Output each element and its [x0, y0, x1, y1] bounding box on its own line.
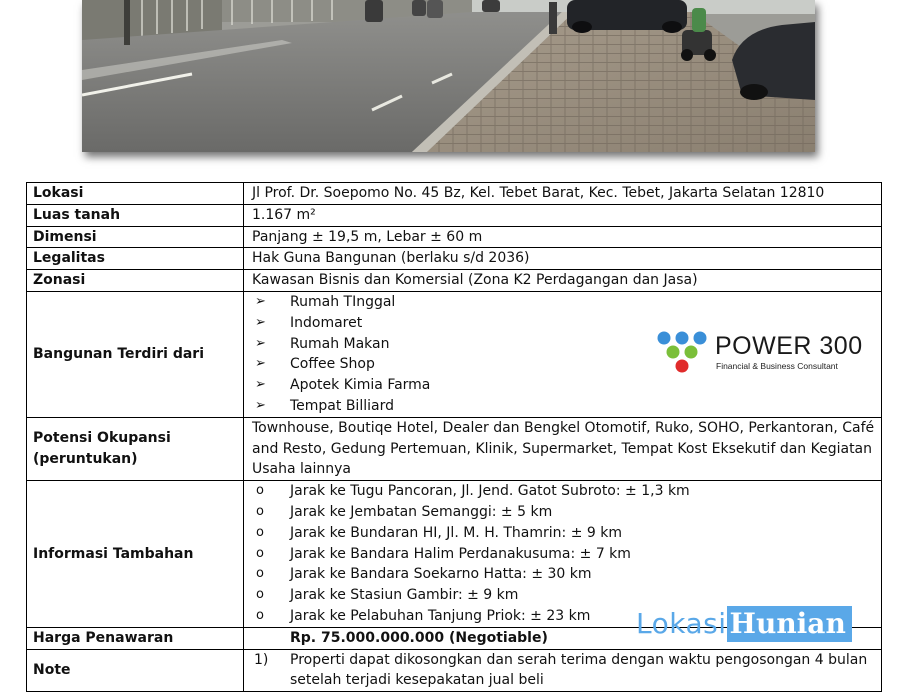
- value-note: [244, 649, 882, 692]
- label-note: Note: [27, 649, 244, 692]
- value-dimensi: Panjang ± 19,5 m, Lebar ± 60 m: [244, 226, 882, 248]
- list-item: o Jarak ke Bandara Soekarno Hatta: ± 30 km: [252, 564, 881, 585]
- label-bangunan: Bangunan Terdiri dari: [27, 291, 244, 417]
- value-zonasi: Kawasan Bisnis dan Komersial (Zona K2 Perdagangan dan Jasa): [244, 270, 882, 292]
- power300-logo: [655, 330, 865, 376]
- distance-list: [252, 481, 881, 627]
- row-lokasi: [27, 183, 882, 205]
- circle-bullet-icon: o: [256, 587, 264, 603]
- note-number: 1): [254, 651, 269, 668]
- value-legalitas: Hak Guna Bangunan (berlaku s/d 2036): [244, 248, 882, 270]
- label-legalitas: Legalitas: [27, 248, 244, 270]
- label-lokasi: Lokasi: [27, 183, 244, 205]
- circle-bullet-icon: o: [256, 607, 264, 623]
- list-item: ➢ Rumah Makan: [252, 334, 881, 355]
- circle-bullet-icon: o: [256, 483, 264, 499]
- list-item: ➢ Rumah TInggal: [252, 292, 881, 313]
- value-luas-tanah: 1.167 m²: [244, 204, 882, 226]
- label-luas-tanah: Luas tanah: [27, 204, 244, 226]
- note-list: [252, 650, 881, 692]
- row-note: [27, 649, 882, 692]
- arrow-bullet-icon: ➢: [255, 314, 266, 330]
- list-item: o Jarak ke Bundaran HI, Jl. M. H. Thamrin: ± 9 km: [252, 523, 881, 544]
- logo-wordmark: POWER 300: [715, 332, 863, 360]
- list-item: 1) Properti dapat dikosongkan dan serah terima dengan waktu pengosongan 4 bulan setelah terjadi kesepakatan jual beli: [254, 651, 868, 689]
- list-item: o Jarak ke Jembatan Semanggi: ± 5 km: [252, 502, 881, 523]
- circle-bullet-icon: o: [256, 503, 264, 519]
- arrow-bullet-icon: ➢: [255, 397, 266, 413]
- logo-dots-icon: [655, 330, 711, 376]
- price-value: Rp. 75.000.000.000 (Negotiable): [290, 629, 548, 646]
- arrow-bullet-icon: ➢: [255, 377, 266, 393]
- list-item: o Jarak ke Pelabuhan Tanjung Priok: ± 23 km: [252, 606, 881, 627]
- label-potensi-okupansi: Potensi Okupansi (peruntukan): [27, 417, 244, 480]
- arrow-bullet-icon: ➢: [255, 293, 266, 309]
- circle-bullet-icon: o: [256, 524, 264, 540]
- label-zonasi: Zonasi: [27, 270, 244, 292]
- circle-bullet-icon: o: [256, 545, 264, 561]
- list-item: ➢ Tempat Billiard: [252, 396, 881, 417]
- label-harga-penawaran: Harga Penawaran: [27, 627, 244, 649]
- list-item: ➢ Coffee Shop: [252, 354, 881, 375]
- list-item: ➢ Indomaret: [252, 313, 881, 334]
- list-item: o Jarak ke Bandara Halim Perdanakusuma: ± 7 km: [252, 544, 881, 565]
- watermark-part2: Hunian: [727, 606, 852, 642]
- value-lokasi: Jl Prof. Dr. Soepomo No. 45 Bz, Kel. Tebet Barat, Kec. Tebet, Jakarta Selatan 12810: [244, 183, 882, 205]
- row-zonasi: [27, 270, 882, 292]
- watermark-part1: Lokasi: [636, 607, 727, 640]
- street-photo: [82, 0, 815, 152]
- row-potensi-okupansi: [27, 417, 882, 480]
- row-legalitas: [27, 248, 882, 270]
- arrow-bullet-icon: ➢: [255, 335, 266, 351]
- list-item: ➢ Apotek Kimia Farma: [252, 375, 881, 396]
- lokasihunian-watermark: [636, 606, 852, 642]
- list-item: o Jarak ke Tugu Pancoran, Jl. Jend. Gatot Subroto: ± 1,3 km: [252, 481, 881, 502]
- circle-bullet-icon: o: [256, 566, 264, 582]
- label-dimensi: Dimensi: [27, 226, 244, 248]
- row-luas-tanah: [27, 204, 882, 226]
- logo-tagline: Financial & Business Consultant: [716, 361, 838, 371]
- list-item: o Jarak ke Stasiun Gambir: ± 9 km: [252, 585, 881, 606]
- arrow-bullet-icon: ➢: [255, 356, 266, 372]
- row-dimensi: [27, 226, 882, 248]
- label-informasi-tambahan: Informasi Tambahan: [27, 481, 244, 628]
- value-potensi-okupansi: Townhouse, Boutiqe Hotel, Dealer dan Bengkel Otomotif, Ruko, SOHO, Perkantoran, Café and Resto, Gedung Pertemuan, Klinik, Supermarket, Tempat Kost Eksekutif dan Kegiatan Usaha lainnya: [244, 417, 882, 480]
